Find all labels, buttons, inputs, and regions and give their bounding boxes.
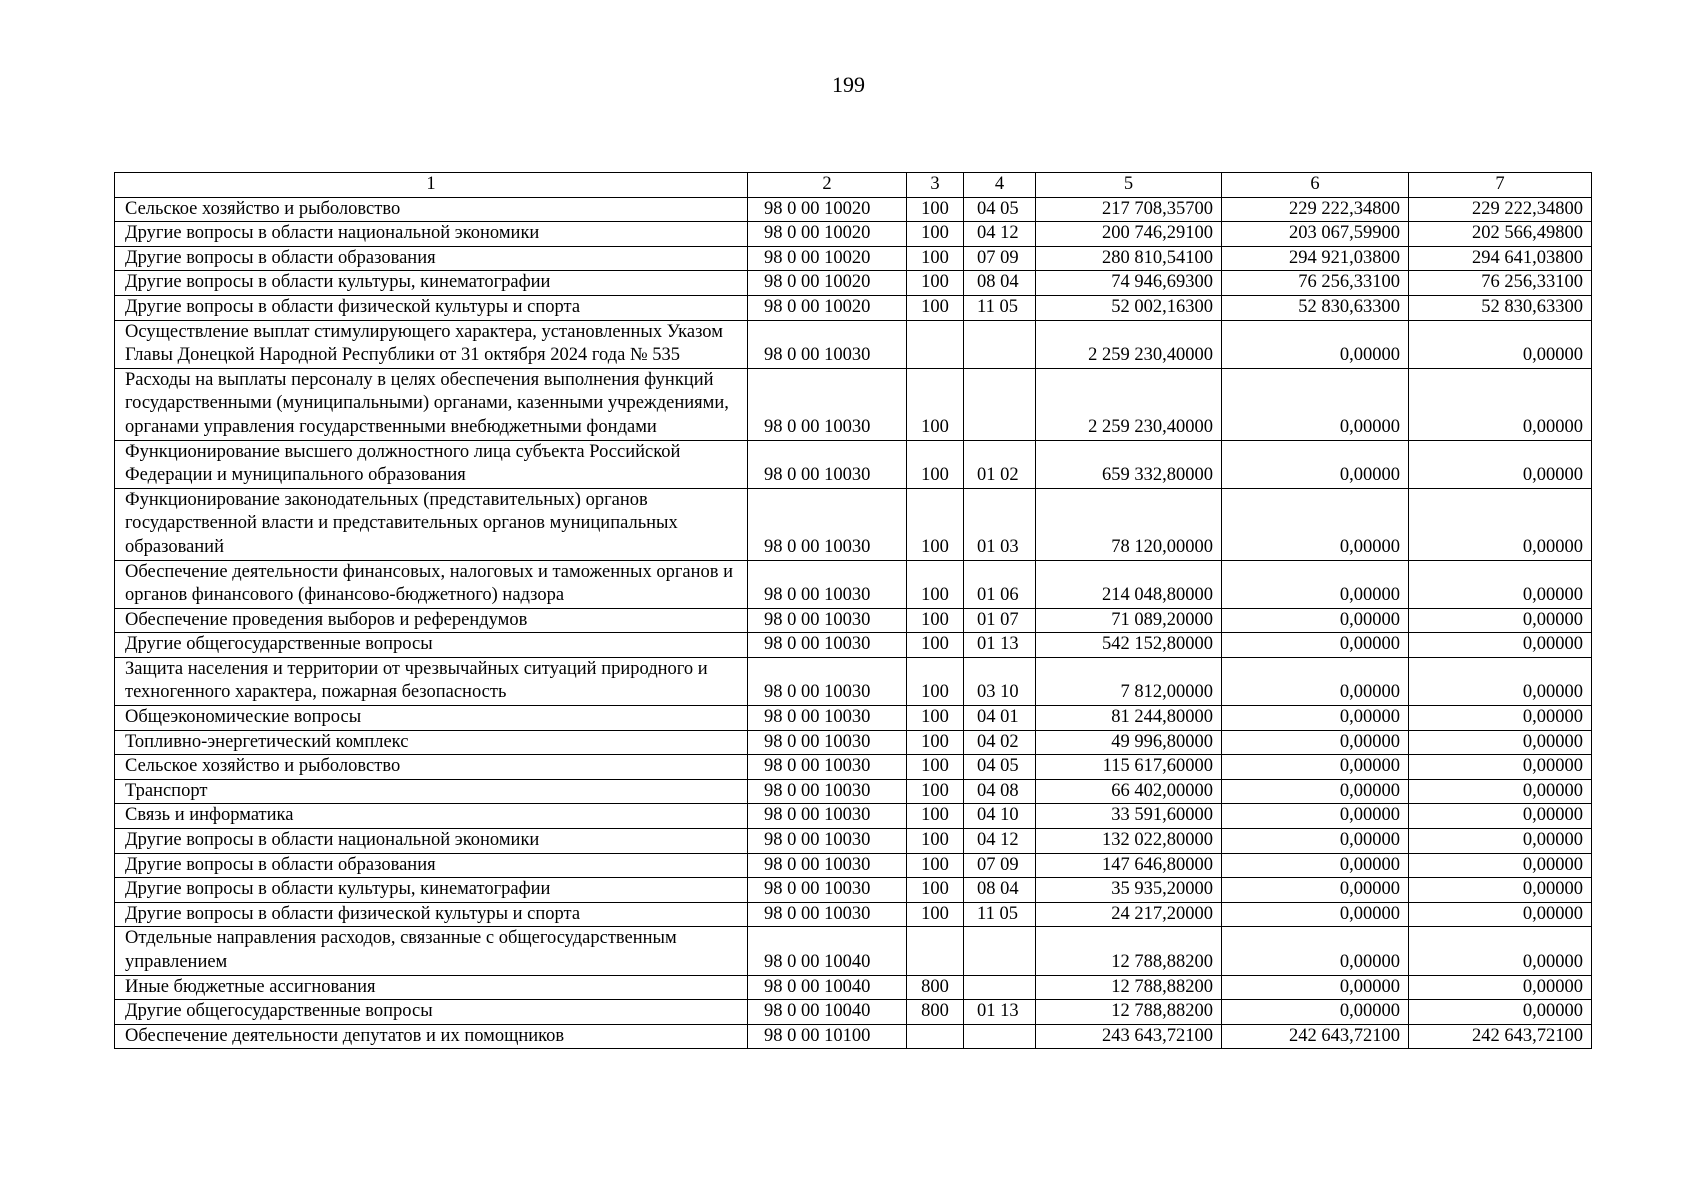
row-section-cell: 04 05 — [964, 197, 1036, 222]
row-value-7-cell: 0,00000 — [1409, 608, 1592, 633]
row-value-7-cell: 0,00000 — [1409, 1000, 1592, 1025]
table-row — [115, 1024, 1592, 1049]
row-type-cell — [907, 1024, 964, 1049]
row-value-5-cell: 78 120,00000 — [1036, 488, 1222, 560]
row-type-cell: 100 — [907, 440, 964, 488]
row-name-cell: Другие общегосударственные вопросы — [115, 633, 748, 658]
row-name-cell: Связь и информатика — [115, 804, 748, 829]
row-name-cell: Расходы на выплаты персоналу в целях обеспечения выполнения функций государственными (муниципальными) органами, казенными учреждениями, органами управления государственными внебюджетными фондами — [115, 368, 748, 440]
row-section-cell: 04 02 — [964, 730, 1036, 755]
row-name-cell: Защита населения и территории от чрезвычайных ситуаций природного и техногенного характера, пожарная безопасность — [115, 657, 748, 705]
row-code-cell: 98 0 00 10030 — [748, 853, 907, 878]
row-value-7-cell: 242 643,72100 — [1409, 1024, 1592, 1049]
row-code-cell: 98 0 00 10030 — [748, 633, 907, 658]
row-name-cell: Обеспечение проведения выборов и референдумов — [115, 608, 748, 633]
row-name-cell: Топливно-энергетический комплекс — [115, 730, 748, 755]
row-value-6-cell: 0,00000 — [1222, 902, 1409, 927]
row-value-6-cell: 203 067,59900 — [1222, 222, 1409, 247]
row-code-cell: 98 0 00 10020 — [748, 271, 907, 296]
row-value-6-cell: 242 643,72100 — [1222, 1024, 1409, 1049]
row-code-cell: 98 0 00 10030 — [748, 730, 907, 755]
table-row — [115, 633, 1592, 658]
row-value-7-cell: 202 566,49800 — [1409, 222, 1592, 247]
row-value-6-cell: 0,00000 — [1222, 804, 1409, 829]
row-value-5-cell: 35 935,20000 — [1036, 878, 1222, 903]
row-value-7-cell: 294 641,03800 — [1409, 246, 1592, 271]
row-section-cell: 08 04 — [964, 271, 1036, 296]
row-code-cell: 98 0 00 10030 — [748, 657, 907, 705]
row-section-cell: 01 06 — [964, 560, 1036, 608]
table-row — [115, 706, 1592, 731]
row-type-cell: 100 — [907, 853, 964, 878]
table-row — [115, 927, 1592, 975]
table-row — [115, 779, 1592, 804]
row-code-cell: 98 0 00 10030 — [748, 320, 907, 368]
table-row — [115, 560, 1592, 608]
row-value-7-cell: 0,00000 — [1409, 927, 1592, 975]
row-value-5-cell: 81 244,80000 — [1036, 706, 1222, 731]
row-section-cell: 04 10 — [964, 804, 1036, 829]
row-code-cell: 98 0 00 10030 — [748, 560, 907, 608]
table-row — [115, 320, 1592, 368]
row-name-cell: Другие вопросы в области образования — [115, 853, 748, 878]
row-value-5-cell: 542 152,80000 — [1036, 633, 1222, 658]
row-value-7-cell: 229 222,34800 — [1409, 197, 1592, 222]
table-row — [115, 902, 1592, 927]
table-row — [115, 271, 1592, 296]
row-section-cell: 07 09 — [964, 246, 1036, 271]
row-value-5-cell: 280 810,54100 — [1036, 246, 1222, 271]
row-value-6-cell: 0,00000 — [1222, 1000, 1409, 1025]
header-col-4: 4 — [964, 173, 1036, 198]
row-type-cell: 100 — [907, 779, 964, 804]
row-type-cell: 100 — [907, 633, 964, 658]
row-value-6-cell: 0,00000 — [1222, 560, 1409, 608]
table-row — [115, 295, 1592, 320]
row-name-cell: Обеспечение деятельности финансовых, налоговых и таможенных органов и органов финансового (финансово-бюджетного) надзора — [115, 560, 748, 608]
row-value-6-cell: 0,00000 — [1222, 657, 1409, 705]
row-type-cell: 100 — [907, 730, 964, 755]
row-code-cell: 98 0 00 10020 — [748, 222, 907, 247]
table-row — [115, 488, 1592, 560]
row-value-6-cell: 76 256,33100 — [1222, 271, 1409, 296]
row-value-5-cell: 52 002,16300 — [1036, 295, 1222, 320]
row-value-7-cell: 0,00000 — [1409, 829, 1592, 854]
row-value-5-cell: 24 217,20000 — [1036, 902, 1222, 927]
row-value-7-cell: 0,00000 — [1409, 902, 1592, 927]
row-type-cell: 100 — [907, 804, 964, 829]
table-row — [115, 246, 1592, 271]
row-section-cell: 04 12 — [964, 222, 1036, 247]
row-value-6-cell: 0,00000 — [1222, 730, 1409, 755]
row-value-5-cell: 33 591,60000 — [1036, 804, 1222, 829]
row-name-cell: Другие вопросы в области национальной экономики — [115, 829, 748, 854]
row-value-5-cell: 7 812,00000 — [1036, 657, 1222, 705]
row-value-5-cell: 659 332,80000 — [1036, 440, 1222, 488]
row-value-5-cell: 2 259 230,40000 — [1036, 368, 1222, 440]
table-row — [115, 975, 1592, 1000]
row-value-7-cell: 0,00000 — [1409, 755, 1592, 780]
row-section-cell: 11 05 — [964, 902, 1036, 927]
row-section-cell — [964, 927, 1036, 975]
row-value-7-cell: 0,00000 — [1409, 878, 1592, 903]
row-code-cell: 98 0 00 10030 — [748, 804, 907, 829]
row-name-cell: Осуществление выплат стимулирующего характера, установленных Указом Главы Донецкой Народной Республики от 31 октября 2024 года № 535 — [115, 320, 748, 368]
row-section-cell: 11 05 — [964, 295, 1036, 320]
page-number: 199 — [832, 72, 865, 97]
row-type-cell: 100 — [907, 271, 964, 296]
row-section-cell — [964, 975, 1036, 1000]
header-col-1: 1 — [115, 173, 748, 198]
row-value-5-cell: 132 022,80000 — [1036, 829, 1222, 854]
row-value-5-cell: 217 708,35700 — [1036, 197, 1222, 222]
row-section-cell: 04 12 — [964, 829, 1036, 854]
row-code-cell: 98 0 00 10030 — [748, 755, 907, 780]
row-type-cell: 100 — [907, 608, 964, 633]
row-value-5-cell: 66 402,00000 — [1036, 779, 1222, 804]
row-value-6-cell: 0,00000 — [1222, 927, 1409, 975]
row-value-7-cell: 52 830,63300 — [1409, 295, 1592, 320]
header-col-5: 5 — [1036, 173, 1222, 198]
table-row — [115, 878, 1592, 903]
row-name-cell: Сельское хозяйство и рыболовство — [115, 197, 748, 222]
row-value-7-cell: 0,00000 — [1409, 657, 1592, 705]
row-value-7-cell: 0,00000 — [1409, 368, 1592, 440]
row-code-cell: 98 0 00 10030 — [748, 779, 907, 804]
row-section-cell: 01 02 — [964, 440, 1036, 488]
row-section-cell — [964, 368, 1036, 440]
row-value-6-cell: 0,00000 — [1222, 440, 1409, 488]
row-name-cell: Иные бюджетные ассигнования — [115, 975, 748, 1000]
row-value-7-cell: 0,00000 — [1409, 320, 1592, 368]
row-value-5-cell: 49 996,80000 — [1036, 730, 1222, 755]
row-value-5-cell: 115 617,60000 — [1036, 755, 1222, 780]
row-value-7-cell: 0,00000 — [1409, 853, 1592, 878]
table-row — [115, 829, 1592, 854]
row-code-cell: 98 0 00 10030 — [748, 608, 907, 633]
row-code-cell: 98 0 00 10040 — [748, 1000, 907, 1025]
row-value-5-cell: 214 048,80000 — [1036, 560, 1222, 608]
row-value-5-cell: 243 643,72100 — [1036, 1024, 1222, 1049]
row-type-cell: 100 — [907, 706, 964, 731]
table-row — [115, 853, 1592, 878]
row-name-cell: Другие вопросы в области физической культуры и спорта — [115, 295, 748, 320]
row-code-cell: 98 0 00 10030 — [748, 706, 907, 731]
row-value-6-cell: 0,00000 — [1222, 320, 1409, 368]
row-value-6-cell: 0,00000 — [1222, 706, 1409, 731]
row-type-cell: 100 — [907, 902, 964, 927]
table-row — [115, 440, 1592, 488]
row-value-6-cell: 294 921,03800 — [1222, 246, 1409, 271]
row-type-cell: 100 — [907, 222, 964, 247]
row-name-cell: Функционирование высшего должностного лица субъекта Российской Федерации и муниципального образования — [115, 440, 748, 488]
row-value-6-cell: 0,00000 — [1222, 488, 1409, 560]
table-row — [115, 222, 1592, 247]
row-code-cell: 98 0 00 10030 — [748, 902, 907, 927]
row-type-cell: 100 — [907, 295, 964, 320]
row-type-cell: 100 — [907, 488, 964, 560]
row-type-cell: 100 — [907, 878, 964, 903]
row-type-cell: 100 — [907, 197, 964, 222]
row-value-6-cell: 52 830,63300 — [1222, 295, 1409, 320]
header-col-6: 6 — [1222, 173, 1409, 198]
row-code-cell: 98 0 00 10100 — [748, 1024, 907, 1049]
row-value-7-cell: 0,00000 — [1409, 706, 1592, 731]
row-section-cell: 01 13 — [964, 1000, 1036, 1025]
row-name-cell: Другие вопросы в области культуры, кинематографии — [115, 271, 748, 296]
row-value-6-cell: 0,00000 — [1222, 368, 1409, 440]
row-code-cell: 98 0 00 10030 — [748, 440, 907, 488]
row-code-cell: 98 0 00 10040 — [748, 927, 907, 975]
row-section-cell — [964, 1024, 1036, 1049]
row-name-cell: Отдельные направления расходов, связанные с общегосударственным управлением — [115, 927, 748, 975]
row-section-cell: 01 07 — [964, 608, 1036, 633]
row-value-6-cell: 0,00000 — [1222, 633, 1409, 658]
row-type-cell: 800 — [907, 975, 964, 1000]
row-value-5-cell: 71 089,20000 — [1036, 608, 1222, 633]
row-value-7-cell: 0,00000 — [1409, 975, 1592, 1000]
row-name-cell: Обеспечение деятельности депутатов и их помощников — [115, 1024, 748, 1049]
table-row — [115, 730, 1592, 755]
row-name-cell: Общеэкономические вопросы — [115, 706, 748, 731]
row-section-cell: 01 13 — [964, 633, 1036, 658]
row-name-cell: Транспорт — [115, 779, 748, 804]
row-code-cell: 98 0 00 10020 — [748, 197, 907, 222]
table-row — [115, 608, 1592, 633]
row-value-6-cell: 0,00000 — [1222, 853, 1409, 878]
row-value-5-cell: 200 746,29100 — [1036, 222, 1222, 247]
row-section-cell: 08 04 — [964, 878, 1036, 903]
row-value-7-cell: 0,00000 — [1409, 779, 1592, 804]
row-type-cell: 100 — [907, 560, 964, 608]
table-row — [115, 1000, 1592, 1025]
row-value-5-cell: 12 788,88200 — [1036, 1000, 1222, 1025]
row-section-cell: 04 05 — [964, 755, 1036, 780]
row-value-5-cell: 147 646,80000 — [1036, 853, 1222, 878]
row-section-cell: 04 08 — [964, 779, 1036, 804]
row-name-cell: Сельское хозяйство и рыболовство — [115, 755, 748, 780]
row-type-cell — [907, 320, 964, 368]
row-name-cell: Другие вопросы в области национальной экономики — [115, 222, 748, 247]
row-code-cell: 98 0 00 10020 — [748, 246, 907, 271]
header-col-7: 7 — [1409, 173, 1592, 198]
row-section-cell — [964, 320, 1036, 368]
row-type-cell: 100 — [907, 657, 964, 705]
row-value-7-cell: 0,00000 — [1409, 730, 1592, 755]
row-name-cell: Другие общегосударственные вопросы — [115, 1000, 748, 1025]
row-value-6-cell: 229 222,34800 — [1222, 197, 1409, 222]
row-value-7-cell: 0,00000 — [1409, 440, 1592, 488]
row-value-7-cell: 0,00000 — [1409, 488, 1592, 560]
row-name-cell: Другие вопросы в области образования — [115, 246, 748, 271]
row-code-cell: 98 0 00 10040 — [748, 975, 907, 1000]
row-value-6-cell: 0,00000 — [1222, 975, 1409, 1000]
row-value-7-cell: 0,00000 — [1409, 560, 1592, 608]
table-row — [115, 755, 1592, 780]
row-value-6-cell: 0,00000 — [1222, 608, 1409, 633]
row-value-5-cell: 2 259 230,40000 — [1036, 320, 1222, 368]
row-value-6-cell: 0,00000 — [1222, 779, 1409, 804]
row-value-6-cell: 0,00000 — [1222, 755, 1409, 780]
row-name-cell: Функционирование законодательных (представительных) органов государственной власти и представительных органов муниципальных образований — [115, 488, 748, 560]
row-value-7-cell: 0,00000 — [1409, 633, 1592, 658]
table-row — [115, 804, 1592, 829]
row-value-5-cell: 12 788,88200 — [1036, 975, 1222, 1000]
header-col-2: 2 — [748, 173, 907, 198]
row-type-cell: 100 — [907, 368, 964, 440]
row-type-cell — [907, 927, 964, 975]
row-code-cell: 98 0 00 10030 — [748, 829, 907, 854]
row-section-cell: 01 03 — [964, 488, 1036, 560]
row-value-5-cell: 74 946,69300 — [1036, 271, 1222, 296]
row-value-5-cell: 12 788,88200 — [1036, 927, 1222, 975]
row-name-cell: Другие вопросы в области культуры, кинематографии — [115, 878, 748, 903]
row-name-cell: Другие вопросы в области физической культуры и спорта — [115, 902, 748, 927]
row-value-7-cell: 76 256,33100 — [1409, 271, 1592, 296]
row-code-cell: 98 0 00 10030 — [748, 488, 907, 560]
row-type-cell: 100 — [907, 755, 964, 780]
row-section-cell: 04 01 — [964, 706, 1036, 731]
row-type-cell: 800 — [907, 1000, 964, 1025]
row-code-cell: 98 0 00 10030 — [748, 368, 907, 440]
row-value-6-cell: 0,00000 — [1222, 878, 1409, 903]
row-value-6-cell: 0,00000 — [1222, 829, 1409, 854]
row-section-cell: 03 10 — [964, 657, 1036, 705]
row-type-cell: 100 — [907, 829, 964, 854]
table-row — [115, 368, 1592, 440]
header-col-3: 3 — [907, 173, 964, 198]
budget-table — [114, 172, 1592, 1049]
table-row — [115, 657, 1592, 705]
row-value-7-cell: 0,00000 — [1409, 804, 1592, 829]
table-row — [115, 197, 1592, 222]
row-section-cell: 07 09 — [964, 853, 1036, 878]
row-code-cell: 98 0 00 10030 — [748, 878, 907, 903]
table-header-row — [115, 173, 1592, 198]
row-code-cell: 98 0 00 10020 — [748, 295, 907, 320]
row-type-cell: 100 — [907, 246, 964, 271]
